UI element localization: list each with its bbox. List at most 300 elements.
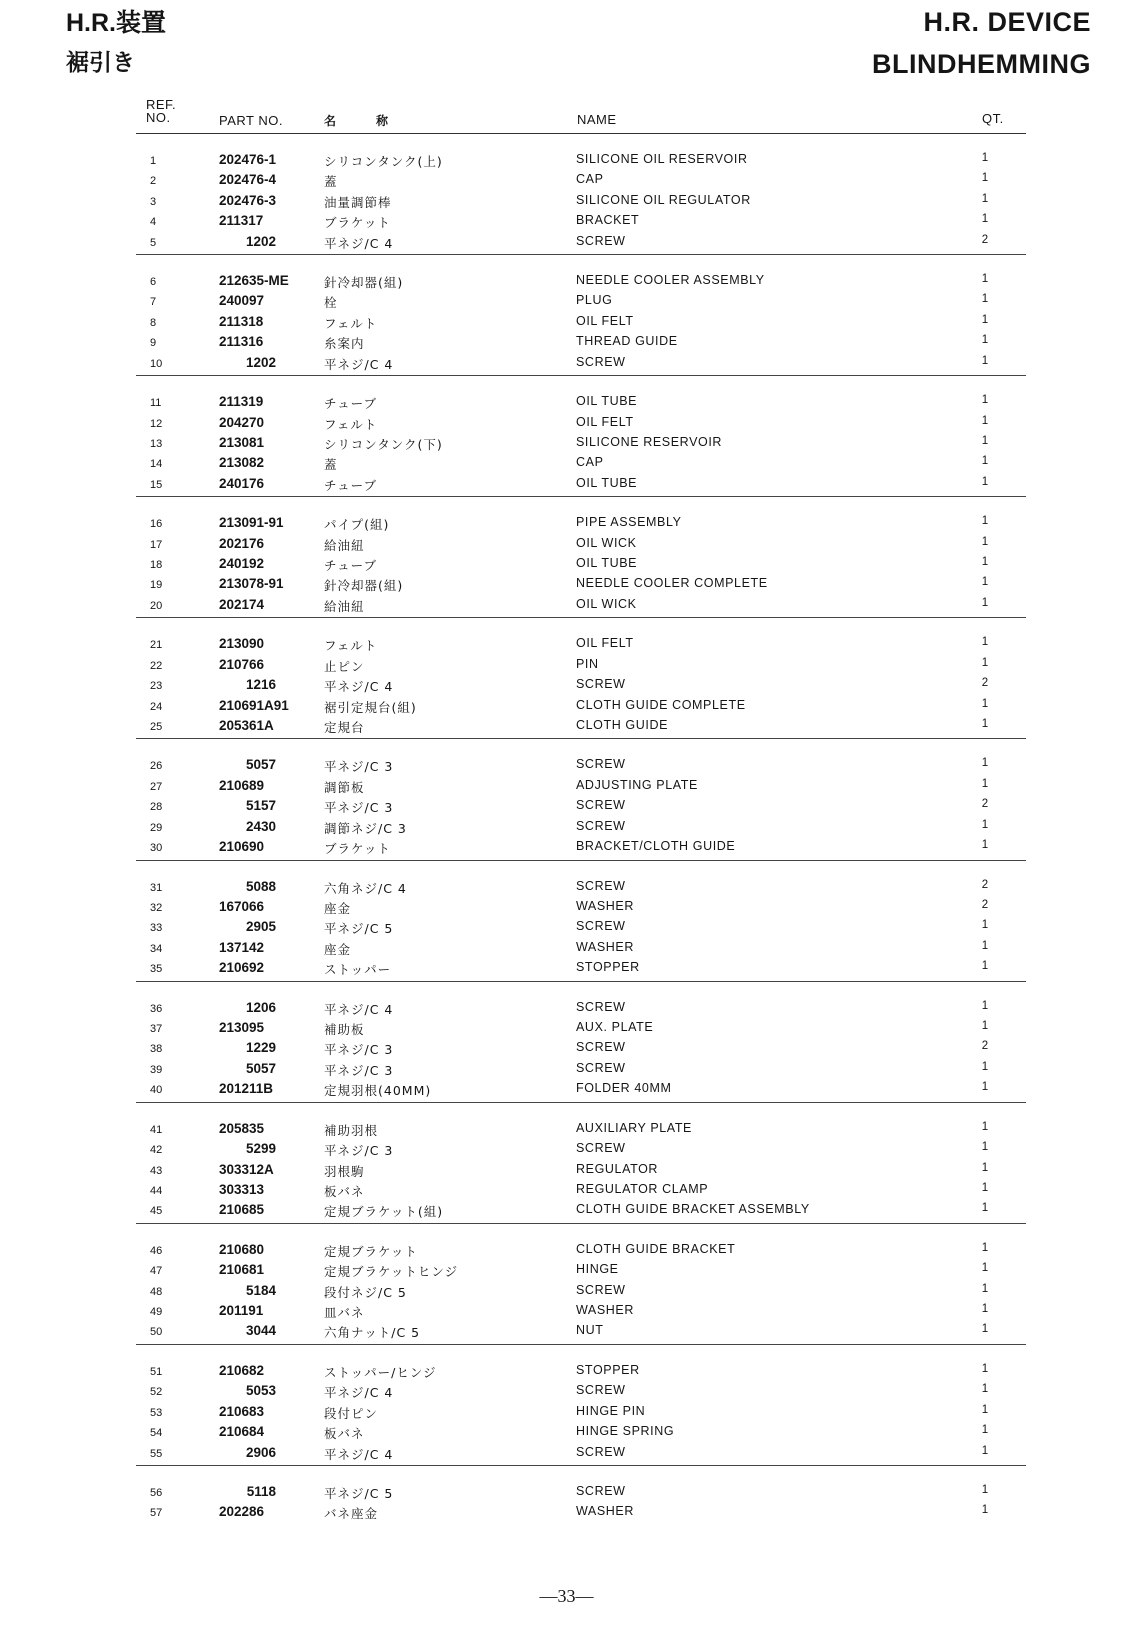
ref-cell: 23 [150,680,163,693]
quantity-cell: 2 [981,1040,989,1053]
japanese-name-cell: 段付ピン [324,1405,379,1421]
ref-cell: 11 [150,397,162,410]
quantity-cell: 1 [981,1282,989,1295]
part-number-cell: 1206 [245,999,276,1015]
parts-group [136,376,1026,497]
quantity-cell: 1 [981,1020,989,1033]
column-header-jp-1: 名 [324,114,337,128]
part-number-cell: 210680 [219,1241,265,1257]
part-number-cell: 210683 [219,1403,265,1419]
quantity-cell: 1 [981,354,989,367]
table-row [136,776,1026,796]
ref-cell: 9 [150,337,157,350]
table-row [136,1160,1026,1180]
japanese-name-cell: 針冷却器(組) [324,275,404,291]
name-cell: OIL TUBE [576,394,638,409]
ref-cell: 31 [150,881,163,894]
quantity-cell: 1 [981,656,989,669]
quantity-cell: 1 [981,960,989,973]
table-row [136,675,1026,695]
table-row [136,211,1026,231]
quantity-cell: 2 [981,798,989,811]
quantity-cell: 1 [981,576,989,589]
column-header-part-no: PART NO. [219,113,283,128]
part-number-cell: 211316 [219,334,264,350]
parts-table [136,134,1026,1587]
name-cell: CLOTH GUIDE [576,717,669,732]
part-number-cell: 201211B [219,1081,274,1097]
page-number: —33— [539,1586,594,1606]
table-row [136,291,1026,311]
japanese-name-cell: 蓋 [324,457,338,473]
quantity-cell: 1 [981,192,989,205]
part-number-cell: 202476-3 [219,192,277,208]
japanese-name-cell: フェルト [324,416,378,432]
parts-group [136,497,1026,618]
quantity-cell: 1 [981,757,989,770]
table-row [136,755,1026,775]
name-cell: CAP [576,172,604,187]
part-number-cell: 5088 [245,878,276,894]
table-row [136,817,1026,837]
ref-cell: 47 [150,1265,163,1278]
ref-cell: 25 [150,720,163,733]
ref-cell: 26 [150,760,163,773]
ref-cell: 8 [150,316,157,329]
quantity-cell: 1 [981,213,989,226]
ref-cell: 42 [150,1144,163,1157]
parts-group [136,982,1026,1103]
quantity-cell: 1 [981,1241,989,1254]
name-cell: SCREW [576,818,626,833]
table-row [136,312,1026,332]
parts-group [136,739,1026,860]
quantity-cell: 2 [981,677,989,690]
japanese-name-cell: シリコンタンク(上) [324,154,443,169]
ref-cell: 27 [150,780,163,793]
table-row [136,1402,1026,1422]
japanese-name-cell: 蓋 [324,174,338,190]
table-row [136,232,1026,252]
name-cell: SCREW [576,233,626,248]
japanese-name-cell: 座金 [324,900,352,916]
ref-cell: 20 [150,599,163,612]
part-number-cell: 213081 [219,434,265,450]
quantity-cell: 1 [981,1323,989,1336]
quantity-cell: 1 [981,535,989,548]
name-cell: SCREW [576,878,626,893]
part-number-cell: 1202 [245,354,276,370]
ref-cell: 3 [150,195,157,208]
part-number-cell: 210684 [219,1424,265,1440]
ref-cell: 10 [150,357,163,370]
table-row [136,1281,1026,1301]
quantity-cell: 1 [981,1262,989,1275]
parts-group [136,1103,1026,1224]
quantity-cell: 2 [981,898,989,911]
quantity-cell: 1 [981,414,989,427]
parts-group [136,1224,1026,1345]
quantity-cell: 1 [981,1081,989,1094]
quantity-cell: 1 [981,273,989,286]
japanese-name-cell: 平ネジ/C 3 [324,800,394,816]
ref-cell: 37 [150,1023,163,1036]
table-row [136,1443,1026,1463]
ref-cell: 32 [150,901,163,914]
quantity-cell: 1 [981,1141,989,1154]
japanese-name-cell: 針冷却器(組) [324,578,404,594]
ref-cell: 12 [150,417,163,430]
title-jp [66,8,166,78]
name-cell: HINGE [576,1262,619,1277]
ref-cell: 2 [150,175,157,188]
name-cell: REGULATOR [576,1161,659,1176]
part-number-cell: 202176 [219,535,265,551]
ref-cell: 56 [150,1487,163,1500]
japanese-name-cell: 平ネジ/C 3 [324,1143,394,1159]
japanese-name-cell: 平ネジ/C 4 [324,1446,394,1462]
ref-cell: 46 [150,1244,163,1257]
japanese-name-cell: 補助羽根 [324,1122,379,1138]
table-row [136,271,1026,291]
parts-group [136,1345,1026,1466]
part-number-cell: 303312A [219,1161,274,1177]
parts-group [136,861,1026,982]
ref-cell: 53 [150,1406,163,1419]
japanese-name-cell: 平ネジ/C 3 [324,759,394,775]
japanese-name-cell: 平ネジ/C 4 [324,679,394,695]
name-cell: SCREW [576,1444,626,1459]
table-row [136,837,1026,857]
table-row [136,513,1026,533]
parts-group [136,134,1026,255]
table-row [136,1321,1026,1341]
ref-cell: 18 [150,559,163,572]
quantity-cell: 1 [981,1403,989,1416]
quantity-cell: 1 [981,777,989,790]
ref-cell: 50 [150,1326,163,1339]
part-number-cell: 201191 [219,1303,264,1319]
part-number-cell: 211317 [219,213,264,229]
part-number-cell: 1202 [245,233,276,249]
ref-cell: 22 [150,659,163,672]
table-row [136,1180,1026,1200]
table-row [136,392,1026,412]
name-cell: CLOTH GUIDE BRACKET [576,1241,736,1256]
part-number-cell: 2430 [245,818,276,834]
japanese-name-cell: 糸案内 [324,336,365,352]
table-row [136,1200,1026,1220]
title-en-device: H.R. DEVICE [923,7,1091,37]
japanese-name-cell: 皿バネ [324,1305,365,1321]
column-header-name: NAME [577,112,617,127]
name-cell: SCREW [576,354,626,369]
table-row [136,716,1026,736]
part-number-cell: 240192 [219,556,265,572]
name-cell: BRACKET [576,213,640,228]
column-header-ref-line1: REF. [146,97,177,112]
ref-cell: 4 [150,216,157,229]
table-row [136,1018,1026,1038]
table-row [136,150,1026,170]
part-number-cell: 210685 [219,1202,265,1218]
table-row [136,634,1026,654]
ref-cell: 1 [150,155,157,167]
quantity-cell: 1 [981,717,989,730]
name-cell: CAP [576,455,604,470]
part-number-cell: 212635-ME [219,273,289,289]
column-header-ref [146,98,176,124]
japanese-name-cell: 平ネジ/C 5 [324,1486,394,1502]
name-cell: SCREW [576,1282,626,1297]
japanese-name-cell: チューブ [324,477,378,493]
ref-cell: 41 [150,1123,163,1136]
name-cell: SCREW [576,1141,626,1156]
part-number-cell: 210681 [219,1262,265,1278]
quantity-cell: 1 [981,839,989,852]
name-cell: CLOTH GUIDE COMPLETE [576,697,746,712]
ref-cell: 51 [150,1365,163,1378]
quantity-cell: 1 [981,556,989,569]
part-number-cell: 137142 [219,939,265,955]
quantity-cell: 1 [981,1181,989,1194]
ref-cell: 33 [150,922,163,935]
part-number-cell: 5053 [245,1383,276,1399]
ref-cell: 30 [150,842,163,855]
quantity-cell: 1 [981,1383,989,1396]
ref-cell: 43 [150,1164,163,1177]
quantity-cell: 1 [981,293,989,306]
name-cell: SCREW [576,798,626,813]
part-number-cell: 5057 [245,757,276,773]
table-row [136,655,1026,675]
japanese-name-cell: 平ネジ/C 4 [324,1001,394,1017]
name-cell: CLOTH GUIDE BRACKET ASSEMBLY [576,1202,810,1217]
ref-cell: 21 [150,639,163,652]
quantity-cell: 1 [981,1060,989,1073]
japanese-name-cell: ブラケット [324,215,391,231]
table-row [136,998,1026,1018]
japanese-name-cell: 平ネジ/C 4 [324,235,394,251]
part-number-cell: 213082 [219,455,265,471]
name-cell: SILICONE OIL RESERVOIR [576,152,748,166]
quantity-cell: 1 [981,475,989,488]
quantity-cell: 1 [981,334,989,347]
quantity-cell: 1 [981,919,989,932]
part-number-cell: 167066 [219,898,265,914]
japanese-name-cell: 六角ネジ/C 4 [324,880,407,896]
table-row [136,897,1026,917]
ref-cell: 14 [150,458,163,471]
part-number-cell: 5184 [245,1282,276,1298]
parts-group [136,618,1026,739]
table-row [136,1240,1026,1260]
japanese-name-cell: 平ネジ/C 5 [324,921,394,937]
ref-cell: 54 [150,1427,163,1440]
japanese-name-cell: 定規ブラケットヒンジ [324,1264,459,1280]
part-number-cell: 211318 [219,313,264,329]
part-number-cell: 210766 [219,656,265,672]
name-cell: SCREW [576,919,626,934]
ref-cell: 13 [150,437,163,450]
name-cell: OIL TUBE [576,475,638,490]
table-row [136,917,1026,937]
ref-cell: 28 [150,801,163,814]
quantity-cell: 1 [981,313,989,326]
title-en [872,6,1091,80]
quantity-cell: 1 [981,1120,989,1133]
name-cell: OIL FELT [576,414,634,429]
ref-cell: 15 [150,478,163,491]
ref-cell: 52 [150,1386,163,1399]
japanese-name-cell: パイプ(組) [324,517,390,533]
part-number-cell: 210691A91 [219,697,289,713]
table-row [136,433,1026,453]
japanese-name-cell: 補助板 [324,1022,365,1038]
part-number-cell: 202476-1 [219,152,277,167]
ref-cell: 6 [150,276,157,289]
quantity-cell: 1 [981,939,989,952]
ref-cell: 17 [150,538,163,551]
table-row [136,353,1026,373]
table-row [136,1422,1026,1442]
name-cell: WASHER [576,898,635,913]
japanese-name-cell: チューブ [324,396,378,412]
name-cell: PLUG [576,293,613,308]
ref-cell: 40 [150,1084,163,1097]
quantity-cell: 1 [981,1202,989,1215]
parts-group [136,255,1026,376]
table-row [136,191,1026,211]
japanese-name-cell: シリコンタンク(下) [324,436,443,452]
name-cell: SCREW [576,1060,626,1075]
quantity-cell: 1 [981,1444,989,1457]
table-row [136,1059,1026,1079]
part-number-cell: 303313 [219,1181,265,1197]
name-cell: OIL TUBE [576,556,638,571]
name-cell: SILICONE RESERVOIR [576,434,723,449]
table-row [136,534,1026,554]
quantity-cell: 1 [981,394,989,407]
japanese-name-cell: 定規ブラケット(組) [324,1204,444,1220]
parts-group [136,1466,1026,1587]
table-row [136,170,1026,190]
japanese-name-cell: ストッパー [324,962,392,978]
name-cell: SCREW [576,1383,626,1398]
part-number-cell: 2906 [245,1444,276,1460]
ref-cell: 39 [150,1063,163,1076]
quantity-cell: 1 [981,697,989,710]
name-cell: FOLDER 40MM [576,1081,672,1096]
quantity-cell: 1 [981,1484,989,1497]
quantity-cell: 1 [981,1504,989,1517]
name-cell: SCREW [576,1484,626,1499]
ref-cell: 45 [150,1205,163,1218]
japanese-name-cell: 板バネ [324,1426,365,1442]
ref-cell: 34 [150,942,163,955]
japanese-name-cell: 座金 [324,941,352,957]
table-row [136,1119,1026,1139]
table-row [136,453,1026,473]
japanese-name-cell: フェルト [324,638,378,654]
part-number-cell: 213078-91 [219,576,284,592]
ref-cell: 55 [150,1447,163,1460]
name-cell: AUX. PLATE [576,1020,654,1035]
ref-cell: 57 [150,1507,163,1520]
name-cell: WASHER [576,1504,635,1519]
quantity-cell: 1 [981,455,989,468]
name-cell: PIN [576,656,599,671]
ref-cell: 16 [150,518,163,531]
japanese-name-cell: 止ピン [324,658,365,674]
japanese-name-cell: 定規台 [324,719,365,735]
name-cell: WASHER [576,939,635,954]
japanese-name-cell: 定規ブラケット [324,1243,418,1259]
part-number-cell: 211319 [219,394,264,410]
ref-cell: 36 [150,1002,163,1015]
name-cell: SCREW [576,999,626,1014]
part-number-cell: 1216 [245,677,276,693]
quantity-cell: 1 [981,1424,989,1437]
name-cell: OIL WICK [576,535,637,550]
table-row [136,1381,1026,1401]
table-row [136,1482,1026,1502]
table-row [136,595,1026,615]
column-header-qt: QT. [982,111,1004,126]
ref-cell: 38 [150,1043,163,1056]
table-row [136,1139,1026,1159]
title-jp-device: H.R.装置 [66,9,167,37]
japanese-name-cell: 調節ネジ/C 3 [324,820,407,836]
table-row [136,877,1026,897]
table-row [136,1260,1026,1280]
japanese-name-cell: 平ネジ/C 3 [324,1042,394,1058]
japanese-name-cell: バネ座金 [324,1506,379,1522]
part-number-cell: 202174 [219,596,265,612]
quantity-cell: 1 [981,152,989,164]
name-cell: SCREW [576,757,626,772]
quantity-cell: 1 [981,172,989,185]
part-number-cell: 5118 [246,1484,276,1500]
japanese-name-cell: 段付ネジ/C 5 [324,1284,407,1300]
ref-cell: 5 [150,236,157,249]
japanese-name-cell: ブラケット [324,841,391,857]
table-row [136,332,1026,352]
title-jp-section: 裾引き [66,50,135,76]
name-cell: HINGE PIN [576,1403,646,1418]
table-row [136,1361,1026,1381]
name-cell: NEEDLE COOLER COMPLETE [576,576,768,591]
name-cell: NUT [576,1323,604,1338]
table-row [136,1079,1026,1099]
name-cell: OIL FELT [576,313,634,328]
part-number-cell: 213090 [219,636,265,652]
quantity-cell: 1 [981,515,989,528]
part-number-cell: 3044 [245,1323,276,1339]
japanese-name-cell: ストッパー/ヒンジ [324,1364,437,1380]
table-row [136,796,1026,816]
name-cell: OIL WICK [576,596,637,611]
japanese-name-cell: 裾引定規台(組) [324,699,417,715]
part-number-cell: 210692 [219,960,265,976]
part-number-cell: 5057 [245,1060,276,1076]
ref-cell: 29 [150,821,163,834]
quantity-cell: 2 [981,233,989,246]
name-cell: ADJUSTING PLATE [576,777,698,792]
japanese-name-cell: 定規羽根(40MM) [324,1083,432,1099]
quantity-cell: 1 [981,818,989,831]
quantity-cell: 2 [981,878,989,891]
